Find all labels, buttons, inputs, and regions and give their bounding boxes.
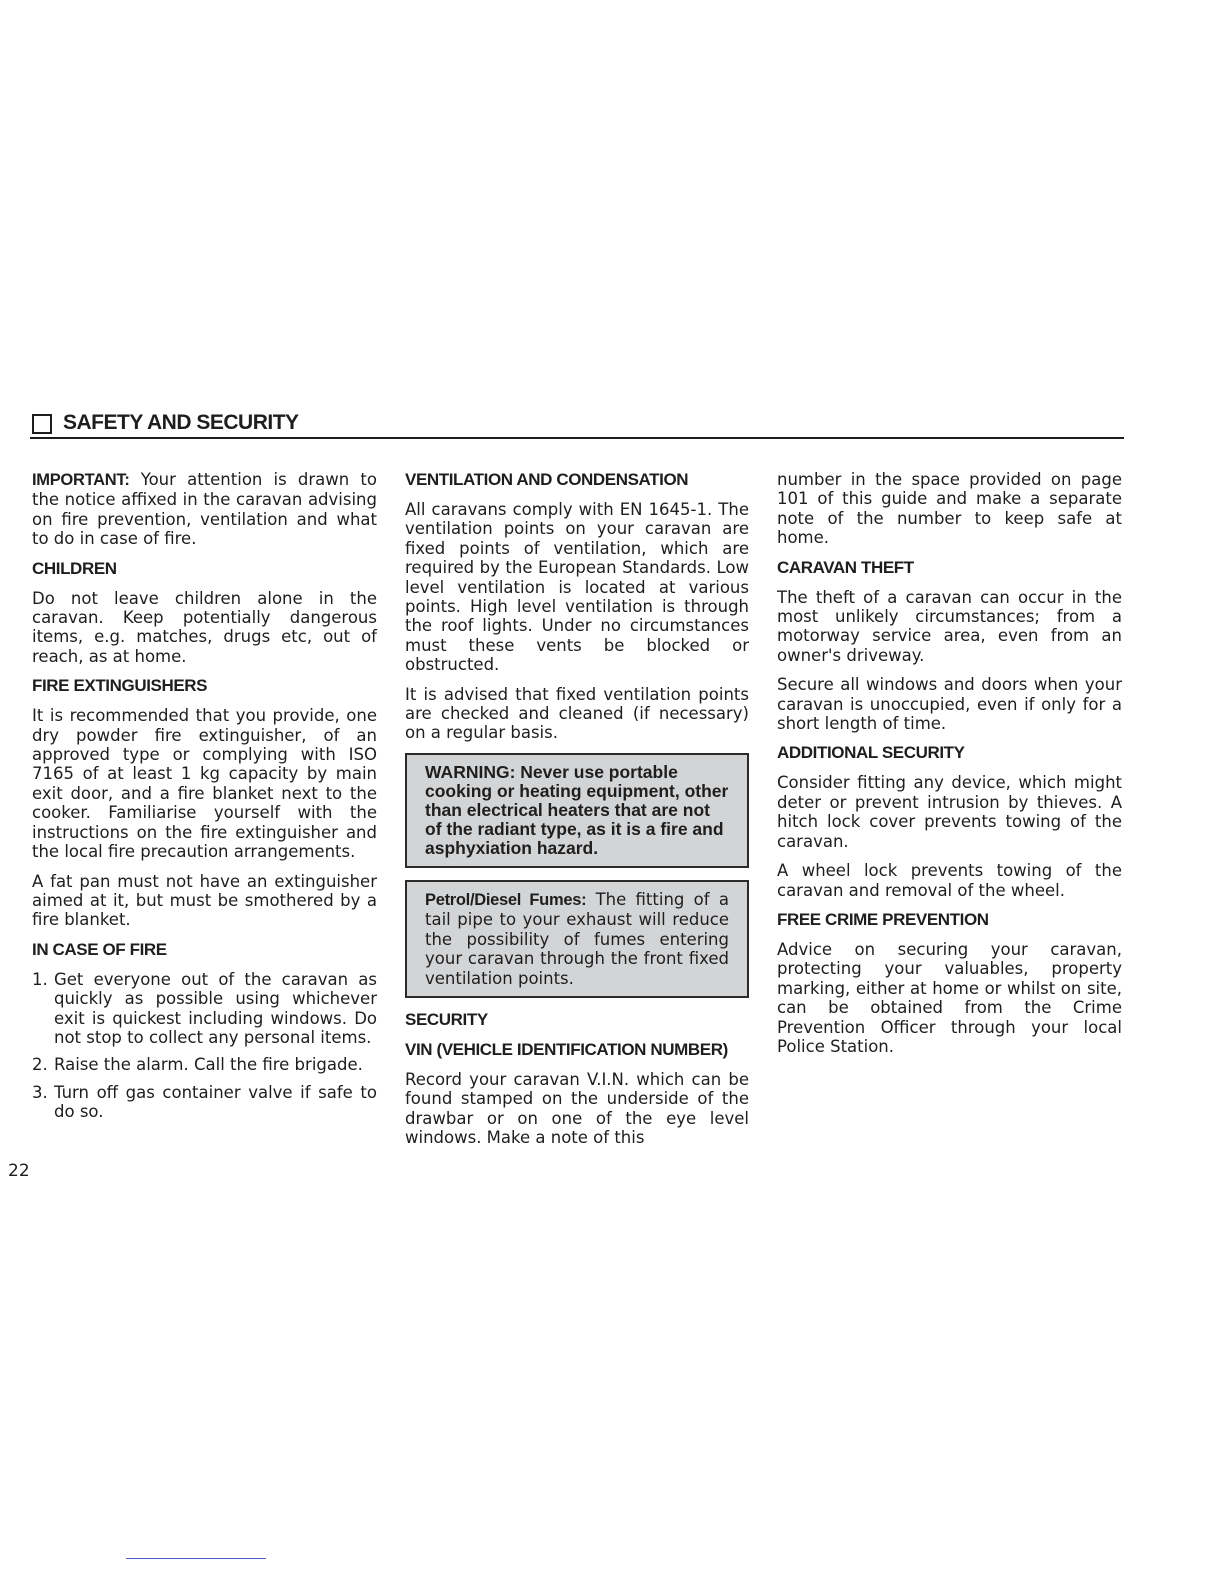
crime-prevention-heading: FREE CRIME PREVENTION: [777, 909, 989, 929]
list-item-text: Turn off gas container valve if safe to do so.: [54, 1082, 377, 1122]
additional-security-paragraph: Consider fitting any device, which might deter or prevent intrusion by thieves. A hitch lock cover prevents towing of the caravan.: [777, 773, 1122, 851]
caravan-theft-paragraph: The theft of a caravan can occur in the most unlikely circumstances; from a motorway service area, even from an owner's driveway.: [777, 587, 1122, 665]
list-item: [32, 970, 377, 1048]
checkbox-square-icon: [32, 414, 52, 434]
crime-prevention-paragraph: Advice on securing your caravan, protecting your valuables, property marking, either at home or whilst on site, can be obtained from the Crime Prevention Officer through your local Police Station.: [777, 939, 1122, 1056]
security-heading: SECURITY: [405, 1009, 488, 1029]
fire-extinguishers-heading: FIRE EXTINGUISHERS: [32, 676, 208, 696]
list-item-number: 1.: [32, 969, 48, 989]
fire-steps-list: [32, 970, 377, 1122]
ventilation-heading: VENTILATION AND CONDENSATION: [405, 470, 689, 489]
fumes-text: The fitting of a tail pipe to your exhaust will reduce the possibility of fumes entering your caravan through the front fixed ventilation points.: [425, 889, 729, 988]
vin-heading: VIN (VEHICLE IDENTIFICATION NUMBER): [405, 1039, 728, 1059]
in-case-of-fire-heading: IN CASE OF FIRE: [32, 939, 167, 959]
fire-extinguishers-paragraph: It is recommended that you provide, one dry powder fire extinguisher, of an approved type or complying with ISO 7165 of at least 1 kg capacity by main exit door, and a fire blanket next to the cooker. Familiarise yourself with the instructions on the fire extinguisher and the local fire precaution arrangements.: [32, 706, 377, 862]
page-number: 22: [8, 1161, 30, 1181]
wheel-lock-paragraph: A wheel lock prevents towing of the caravan and removal of the wheel.: [777, 861, 1122, 900]
fumes-label: Petrol/Diesel Fumes:: [425, 890, 587, 909]
list-item: [32, 1083, 377, 1122]
additional-security-heading: ADDITIONAL SECURITY: [777, 743, 965, 763]
list-item-text: Get everyone out of the caravan as quickly as possible using whichever exit is quickest including windows. Do not stop to collect any personal items.: [54, 969, 377, 1047]
children-heading: CHILDREN: [32, 558, 117, 578]
fumes-paragraph: [425, 890, 729, 988]
caravan-theft-heading: CARAVAN THEFT: [777, 557, 914, 577]
list-item-number: 3.: [32, 1082, 48, 1102]
important-text: Your attention is drawn to the notice affixed in the caravan advising on fire prevention, ventilation and what to do in case of fire.: [32, 470, 377, 549]
ventilation-advice-paragraph: It is advised that fixed ventilation points are checked and cleaned (if necessary) on a regular basis.: [405, 684, 749, 743]
secure-windows-paragraph: Secure all windows and doors when your caravan is unoccupied, even if only for a short length of time.: [777, 675, 1122, 734]
vin-continued-paragraph: number in the space provided on page 101 of this guide and make a separate note of the number to keep safe at home.: [777, 470, 1122, 548]
vin-paragraph: Record your caravan V.I.N. which can be found stamped on the underside of the drawbar or on one of the eye level windows. Make a note of this: [405, 1069, 749, 1148]
important-paragraph: [32, 470, 377, 549]
section-header: [30, 411, 1124, 439]
column-middle: [405, 470, 749, 1158]
fat-pan-paragraph: A fat pan must not have an extinguisher aimed at it, but must be smothered by a fire blanket.: [32, 871, 377, 930]
warning-text: WARNING: Never use portable cooking or heating equipment, other than electrical heaters that are not of the radiant type, as it is a fire and asphyxiation hazard.: [425, 761, 729, 858]
warning-box: [405, 753, 749, 868]
section-title: SAFETY AND SECURITY: [63, 411, 299, 434]
ventilation-paragraph: All caravans comply with EN 1645-1. The ventilation points on your caravan are fixed points of ventilation, which are required by the European Standards. Low level ventilation is located at various points. High level ventilation is through the roof lights. Under no circumstances must these vents be blocked or obstructed.: [405, 500, 749, 675]
footer-divider: [126, 1558, 266, 1559]
list-item-number: 2.: [32, 1055, 48, 1075]
column-right: [777, 470, 1122, 1066]
fumes-box: [405, 880, 749, 998]
list-item: [32, 1055, 377, 1074]
important-label: IMPORTANT:: [32, 471, 130, 489]
column-left: [32, 470, 377, 1130]
list-item-text: Raise the alarm. Call the fire brigade.: [54, 1055, 363, 1075]
children-paragraph: Do not leave children alone in the caravan. Keep potentially dangerous items, e.g. matches, drugs etc, out of reach, as at home.: [32, 588, 377, 666]
